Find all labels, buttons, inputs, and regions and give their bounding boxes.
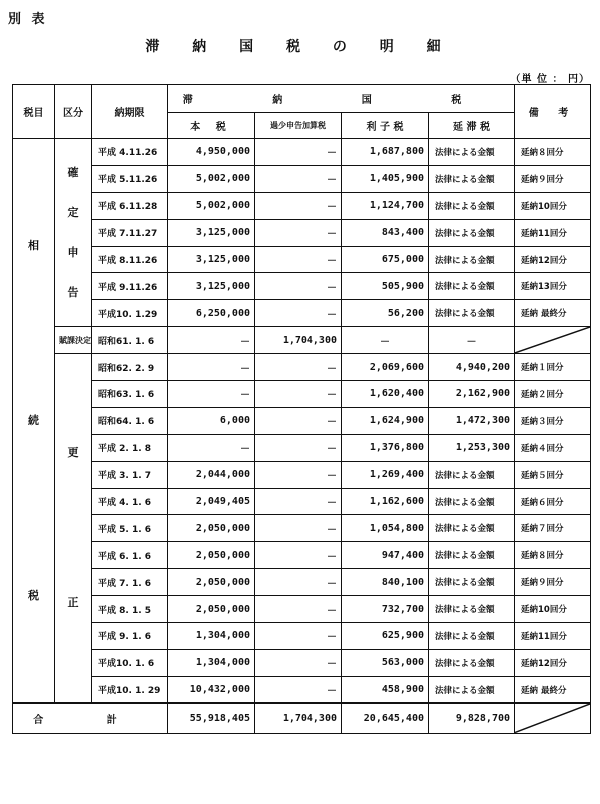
interest-cell: 675,000 [342, 246, 429, 273]
unit-label: （単 位 ： 円） [510, 74, 590, 85]
col-principal: 本 税 [168, 113, 255, 139]
table-row [13, 273, 591, 300]
deadline-cell: 平成 6. 1. 6 [92, 542, 168, 569]
penalty-cell: － [255, 623, 342, 650]
delinquency-cell: 法律による金額 [429, 273, 515, 300]
principal-cell: 1,304,000 [168, 649, 255, 676]
table-row [13, 515, 591, 542]
table-row [13, 300, 591, 327]
table-row [13, 407, 591, 434]
delinquency-cell: 法律による金額 [429, 676, 515, 703]
deadline-cell: 平成 7. 1. 6 [92, 569, 168, 596]
table-row [13, 676, 591, 703]
remarks-slash-cell [515, 327, 591, 354]
delinquency-cell: 1,253,300 [429, 434, 515, 461]
remarks-cell: 延納２回分 [515, 381, 591, 408]
table-row [13, 139, 591, 166]
penalty-cell: － [255, 246, 342, 273]
col-penalty: 過少申告加算税 [255, 113, 342, 139]
penalty-cell: － [255, 354, 342, 381]
deadline-cell: 平成 6.11.28 [92, 192, 168, 219]
interest-cell: 1,624,900 [342, 407, 429, 434]
table-row [13, 246, 591, 273]
interest-cell: 1,376,800 [342, 434, 429, 461]
interest-cell: 840,100 [342, 569, 429, 596]
interest-cell: 563,000 [342, 649, 429, 676]
table-row [13, 327, 591, 354]
table-row [13, 434, 591, 461]
interest-cell: 625,900 [342, 623, 429, 650]
deadline-cell: 平成 9.11.26 [92, 273, 168, 300]
interest-cell: 1,687,800 [342, 139, 429, 166]
col-delinquency: 延 滞 税 [429, 113, 515, 139]
deadline-cell: 昭和62. 2. 9 [92, 354, 168, 381]
table-body [13, 139, 591, 734]
principal-cell: － [168, 354, 255, 381]
deadline-cell: 平成10. 1.29 [92, 300, 168, 327]
penalty-cell: － [255, 569, 342, 596]
delinquency-cell: 法律による金額 [429, 461, 515, 488]
diagonal-slash [515, 704, 590, 733]
principal-cell: 4,950,000 [168, 139, 255, 166]
remarks-cell: 延納８回分 [515, 542, 591, 569]
table-row [13, 354, 591, 381]
penalty-cell: － [255, 434, 342, 461]
principal-cell: 6,000 [168, 407, 255, 434]
interest-cell: 1,124,700 [342, 192, 429, 219]
table-row [13, 623, 591, 650]
tax-item-cell-char: 続 [28, 414, 39, 428]
interest-cell: 843,400 [342, 219, 429, 246]
principal-cell: 3,125,000 [168, 273, 255, 300]
delinquency-cell: 法律による金額 [429, 165, 515, 192]
deadline-cell: 昭和61. 1. 6 [92, 327, 168, 354]
deadline-cell: 昭和64. 1. 6 [92, 407, 168, 434]
col-deadline: 納期限 [92, 85, 168, 139]
penalty-cell: － [255, 192, 342, 219]
delinquency-cell: 法律による金額 [429, 246, 515, 273]
remarks-cell: 延納５回分 [515, 461, 591, 488]
principal-cell: 6,250,000 [168, 300, 255, 327]
penalty-cell: － [255, 165, 342, 192]
remarks-cell: 延納11回分 [515, 623, 591, 650]
principal-cell: 2,050,000 [168, 596, 255, 623]
remarks-cell: 延納 最終分 [515, 300, 591, 327]
deadline-cell: 平成 9. 1. 6 [92, 623, 168, 650]
remarks-cell: 延納４回分 [515, 434, 591, 461]
penalty-cell: － [255, 273, 342, 300]
category-kousei [55, 354, 92, 704]
principal-cell: 3,125,000 [168, 219, 255, 246]
interest-cell: 947,400 [342, 542, 429, 569]
attachment-label: 別 表 [8, 12, 48, 27]
category-kakutei-char: 定 [67, 205, 79, 219]
principal-cell: 10,432,000 [168, 676, 255, 703]
remarks-cell: 延納10回分 [515, 596, 591, 623]
interest-cell: 56,200 [342, 300, 429, 327]
remarks-cell: 延納９回分 [515, 569, 591, 596]
delinquency-cell: 4,940,200 [429, 354, 515, 381]
tax-item-cell-char: 税 [28, 589, 39, 603]
remarks-cell: 延納10回分 [515, 192, 591, 219]
principal-cell: 3,125,000 [168, 246, 255, 273]
principal-cell: 2,044,000 [168, 461, 255, 488]
delinquency-cell: 2,162,900 [429, 381, 515, 408]
penalty-cell: － [255, 461, 342, 488]
col-interest: 利 子 税 [342, 113, 429, 139]
interest-cell: 1,269,400 [342, 461, 429, 488]
diagonal-slash [515, 327, 590, 353]
deadline-cell: 平成 4.11.26 [92, 139, 168, 166]
col-remarks: 備 考 [515, 85, 591, 139]
penalty-cell: － [255, 515, 342, 542]
delinquency-cell: 法律による金額 [429, 488, 515, 515]
category-kakutei [55, 139, 92, 327]
interest-cell: 1,620,400 [342, 381, 429, 408]
category-kakutei-char: 申 [67, 245, 79, 259]
remarks-cell: 延納７回分 [515, 515, 591, 542]
delinquency-cell: － [429, 327, 515, 354]
table-row [13, 596, 591, 623]
category-kakutei-char: 告 [67, 285, 79, 299]
col-tax-item: 税目 [13, 85, 55, 139]
total-penalty: 1,704,300 [255, 703, 342, 733]
penalty-cell: － [255, 219, 342, 246]
total-interest: 20,645,400 [342, 703, 429, 733]
delinquency-cell: 法律による金額 [429, 139, 515, 166]
principal-cell: － [168, 381, 255, 408]
penalty-cell: － [255, 542, 342, 569]
remarks-cell: 延納11回分 [515, 219, 591, 246]
principal-cell: 1,304,000 [168, 623, 255, 650]
interest-cell: 1,162,600 [342, 488, 429, 515]
table-row [13, 649, 591, 676]
penalty-cell: － [255, 596, 342, 623]
table-row [13, 569, 591, 596]
deadline-cell: 平成 5.11.26 [92, 165, 168, 192]
table-row [13, 192, 591, 219]
total-remarks-slash-cell [515, 703, 591, 733]
principal-cell: 2,049,405 [168, 488, 255, 515]
remarks-cell: 延納３回分 [515, 407, 591, 434]
deadline-cell: 平成 5. 1. 6 [92, 515, 168, 542]
principal-cell: － [168, 327, 255, 354]
principal-cell: － [168, 434, 255, 461]
delinquency-cell: 法律による金額 [429, 569, 515, 596]
remarks-cell: 延納12回分 [515, 649, 591, 676]
delinquency-cell: 法律による金額 [429, 623, 515, 650]
delinquency-cell: 法律による金額 [429, 649, 515, 676]
interest-cell: 1,054,800 [342, 515, 429, 542]
total-principal: 55,918,405 [168, 703, 255, 733]
arrears-table [12, 84, 591, 734]
delinquency-cell: 1,472,300 [429, 407, 515, 434]
deadline-cell: 昭和63. 1. 6 [92, 381, 168, 408]
category-kousei-char: 更 [67, 446, 79, 460]
deadline-cell: 平成 3. 1. 7 [92, 461, 168, 488]
remarks-cell: 延納１回分 [515, 354, 591, 381]
penalty-cell: 1,704,300 [255, 327, 342, 354]
principal-cell: 2,050,000 [168, 542, 255, 569]
deadline-cell: 平成 8.11.26 [92, 246, 168, 273]
delinquency-cell: 法律による金額 [429, 300, 515, 327]
deadline-cell: 平成 4. 1. 6 [92, 488, 168, 515]
col-category: 区分 [55, 85, 92, 139]
deadline-cell: 平成10. 1. 6 [92, 649, 168, 676]
principal-cell: 2,050,000 [168, 515, 255, 542]
deadline-cell: 平成10. 1. 29 [92, 676, 168, 703]
table-row [13, 165, 591, 192]
interest-cell: 732,700 [342, 596, 429, 623]
col-arrears-group: 滞 納 国 税 [168, 85, 515, 113]
penalty-cell: － [255, 488, 342, 515]
category-kakutei-char: 確 [67, 165, 79, 179]
tax-item-cell [13, 139, 55, 704]
interest-cell: 2,069,600 [342, 354, 429, 381]
table-row [13, 488, 591, 515]
interest-cell: 458,900 [342, 676, 429, 703]
remarks-cell: 延納６回分 [515, 488, 591, 515]
principal-cell: 5,002,000 [168, 192, 255, 219]
principal-cell: 2,050,000 [168, 569, 255, 596]
table-row [13, 381, 591, 408]
deadline-cell: 平成 2. 1. 8 [92, 434, 168, 461]
table-row [13, 219, 591, 246]
remarks-cell: 延納 最終分 [515, 676, 591, 703]
total-delinquency: 9,828,700 [429, 703, 515, 733]
delinquency-cell: 法律による金額 [429, 515, 515, 542]
total-label: 合 計 [13, 703, 168, 733]
delinquency-cell: 法律による金額 [429, 542, 515, 569]
penalty-cell: － [255, 300, 342, 327]
category-kousei-char: 正 [67, 596, 79, 610]
penalty-cell: － [255, 381, 342, 408]
penalty-cell: － [255, 139, 342, 166]
document-title: 滞 納 国 税 の 明 細 [145, 39, 455, 55]
delinquency-cell: 法律による金額 [429, 192, 515, 219]
tax-item-cell-char: 相 [28, 239, 39, 253]
table-row [13, 461, 591, 488]
remarks-cell: 延納13回分 [515, 273, 591, 300]
deadline-cell: 平成 7.11.27 [92, 219, 168, 246]
remarks-cell: 延納９回分 [515, 165, 591, 192]
penalty-cell: － [255, 676, 342, 703]
remarks-cell: 延納８回分 [515, 139, 591, 166]
delinquency-cell: 法律による金額 [429, 596, 515, 623]
deadline-cell: 平成 8. 1. 5 [92, 596, 168, 623]
remarks-cell: 延納12回分 [515, 246, 591, 273]
principal-cell: 5,002,000 [168, 165, 255, 192]
delinquency-cell: 法律による金額 [429, 219, 515, 246]
interest-cell: － [342, 327, 429, 354]
table-row [13, 542, 591, 569]
category-fuka: 賦課決定 [55, 327, 92, 354]
penalty-cell: － [255, 407, 342, 434]
total-row [13, 703, 591, 733]
penalty-cell: － [255, 649, 342, 676]
interest-cell: 1,405,900 [342, 165, 429, 192]
interest-cell: 505,900 [342, 273, 429, 300]
